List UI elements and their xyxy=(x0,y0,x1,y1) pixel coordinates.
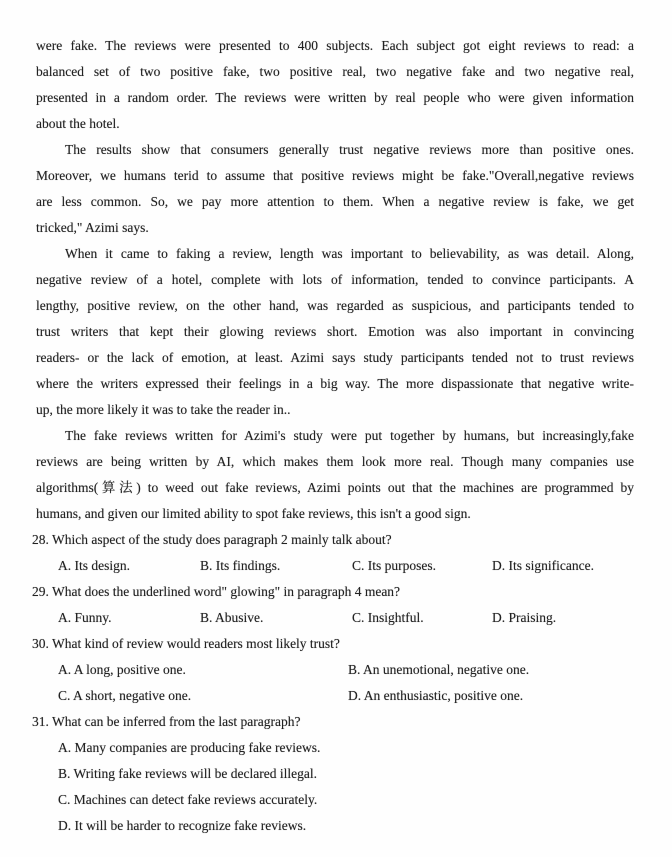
paragraph-2-line-2: Moreover, we humans terid to assume that positive reviews might be fake."Overall,negative reviews xyxy=(36,168,634,183)
paragraph-3-line-1: When it came to faking a review, length was important to believability, as was detail. Along, xyxy=(65,246,634,261)
question-29-options xyxy=(36,605,634,631)
question-29-stem: 29. What does the underlined word" glowing" in paragraph 4 mean? xyxy=(32,584,401,599)
question-31-option-D: D. It will be harder to recognize fake reviews. xyxy=(58,818,307,833)
paragraph-1-line-4: about the hotel. xyxy=(36,116,120,131)
question-30-option-D: D. An enthusiastic, positive one. xyxy=(348,688,524,703)
question-29-option-B: B. Abusive. xyxy=(200,610,264,625)
question-30-option-A: A. A long, positive one. xyxy=(58,662,186,677)
question-29-option-D: D. Praising. xyxy=(492,610,557,625)
question-28-option-D: D. Its significance. xyxy=(492,558,594,573)
question-28-option-A: A. Its design. xyxy=(58,558,130,573)
question-30-option-B: B. An unemotional, negative one. xyxy=(348,662,530,677)
question-30-options-row-2 xyxy=(36,683,634,709)
question-28-options xyxy=(36,553,634,579)
question-28-option-B: B. Its findings. xyxy=(200,558,281,573)
paragraph-4-line-2: reviews are being written by AI, which makes them look more real. Though many companies use xyxy=(36,454,634,469)
question-29-option-A: A. Funny. xyxy=(58,610,112,625)
paragraph-3-line-7: up, the more likely it was to take the reader in.. xyxy=(36,402,291,417)
paragraph-2-line-1: The results show that consumers generally trust negative reviews more than positive ones. xyxy=(65,142,634,157)
question-30-options-row-1 xyxy=(36,657,634,683)
article xyxy=(36,33,634,527)
paragraph-1-line-1: were fake. The reviews were presented to 400 subjects. Each subject got eight reviews to read: a xyxy=(36,38,634,53)
questions xyxy=(32,527,634,839)
paragraph-2-line-3: are less common. So, we pay more attention to them. When a negative review is fake, we get xyxy=(36,194,634,209)
paragraph-3-line-5: readers- or the lack of emotion, at least. Azimi says study participants tended not to trust reviews xyxy=(36,350,634,365)
paragraph-3-line-3: lengthy, positive review, on the other hand, was regarded as suspicious, and participants tended to xyxy=(36,298,634,313)
paragraph-1-line-3: presented in a random order. The reviews were written by real people who were given information xyxy=(36,90,634,105)
paragraph-4-line-3: algorithms(算法) to weed out fake reviews, Azimi points out that the machines are programmed by xyxy=(36,480,634,495)
question-30-stem: 30. What kind of review would readers most likely trust? xyxy=(32,636,340,651)
paragraph-4-line-1: The fake reviews written for Azimi's study were put together by humans, but increasingly,fake xyxy=(65,428,634,443)
question-31-option-C: C. Machines can detect fake reviews accurately. xyxy=(58,792,318,807)
question-30-option-C: C. A short, negative one. xyxy=(58,688,192,703)
paragraph-2-line-4: tricked," Azimi says. xyxy=(36,220,149,235)
question-29-option-C: C. Insightful. xyxy=(352,610,424,625)
paragraph-1-line-2: balanced set of two positive fake, two positive real, two negative fake and two negative real, xyxy=(36,64,634,79)
paragraph-3-line-6: where the writers expressed their feelings in a big way. The more dispassionate that negative write- xyxy=(36,376,634,391)
paragraph-4-line-4: humans, and given our limited ability to spot fake reviews, this isn't a good sign. xyxy=(36,506,471,521)
page-content xyxy=(32,33,634,839)
question-31-option-B: B. Writing fake reviews will be declared illegal. xyxy=(58,766,317,781)
question-31-option-A: A. Many companies are producing fake reviews. xyxy=(58,740,321,755)
paragraph-3-line-2: negative review of a hotel, complete with lots of information, tended to convince participants. A xyxy=(36,272,634,287)
question-28-option-C: C. Its purposes. xyxy=(352,558,436,573)
question-31-stem: 31. What can be inferred from the last paragraph? xyxy=(32,714,301,729)
question-28-stem: 28. Which aspect of the study does paragraph 2 mainly talk about? xyxy=(32,532,392,547)
paragraph-3-line-4: trust writers that kept their glowing reviews short. Emotion was also important in convincing xyxy=(36,324,634,339)
